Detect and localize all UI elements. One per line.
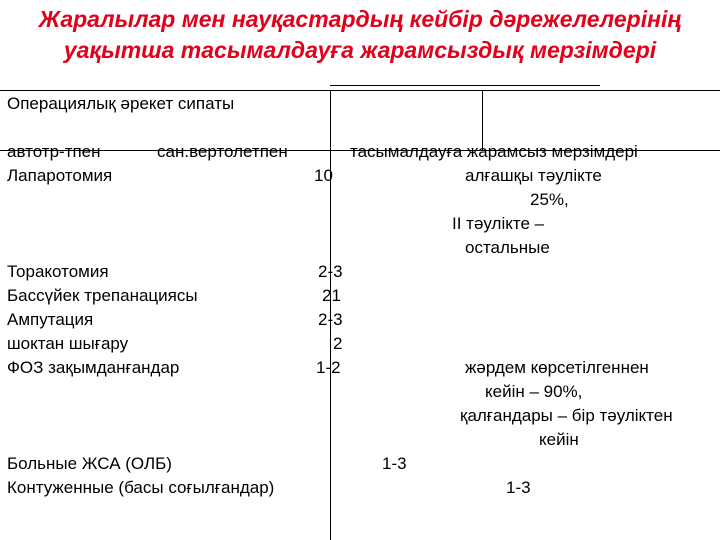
row-thoracotomy-name: Торакотомия — [7, 262, 109, 281]
note-laparotomy-line-3: ІІ тәулікте – — [452, 214, 545, 233]
row-contused-name: Контуженные (басы соғылғандар) — [7, 478, 275, 497]
note-laparotomy-line-2: 25%, — [530, 190, 569, 209]
row-olb-value: 1-3 — [382, 454, 407, 473]
column-header-auto: автотр-тпен — [7, 142, 101, 161]
row-laparotomy-value: 10 — [314, 166, 333, 185]
row-amputation-name: Ампутация — [7, 310, 94, 329]
note-laparotomy-line-1: алғашқы тәулікте — [465, 166, 602, 185]
column-header-unfit-period: тасымалдауға жарамсыз мерзімдері — [350, 142, 638, 161]
row-fos-value: 1-2 — [316, 358, 341, 377]
note-fos-line-2: кейін – 90%, — [485, 382, 583, 401]
row-laparotomy-name: Лапаротомия — [7, 166, 113, 185]
title-line-1: Жаралылар мен науқастардың кейбір дәрежелелерінің — [38, 6, 682, 32]
header-upper-rule — [330, 85, 600, 86]
row-shock-value: 2 — [333, 334, 343, 353]
column-header-helicopter: сан.вертолетпен — [157, 142, 288, 161]
row-fos-name: ФОЗ зақымданғандар — [7, 358, 180, 377]
row-olb-name: Больные ЖСА (ОЛБ) — [7, 454, 172, 473]
note-fos-line-3: қалғандары – бір тәуліктен — [460, 406, 673, 425]
row-trepanation-name: Бассүйек трепанациясы — [7, 286, 198, 305]
note-fos-line-4: кейін — [539, 430, 579, 449]
note-fos-line-1: жәрдем көрсетілгеннен — [465, 358, 649, 377]
note-laparotomy-line-4: остальные — [465, 238, 550, 257]
row-amputation-value: 2-3 — [318, 310, 343, 329]
row-thoracotomy-value: 2-3 — [318, 262, 343, 281]
row-contused-value: 1-3 — [506, 478, 531, 497]
title-line-2: уақытша тасымалдауға жарамсыздық мерзімдері — [63, 37, 657, 63]
header-top-rule — [0, 90, 720, 91]
row-trepanation-value: 21 — [322, 286, 341, 305]
operation-type-header: Операциялық әрекет сипаты — [7, 94, 235, 113]
row-shock-name: шоктан шығару — [7, 334, 129, 353]
